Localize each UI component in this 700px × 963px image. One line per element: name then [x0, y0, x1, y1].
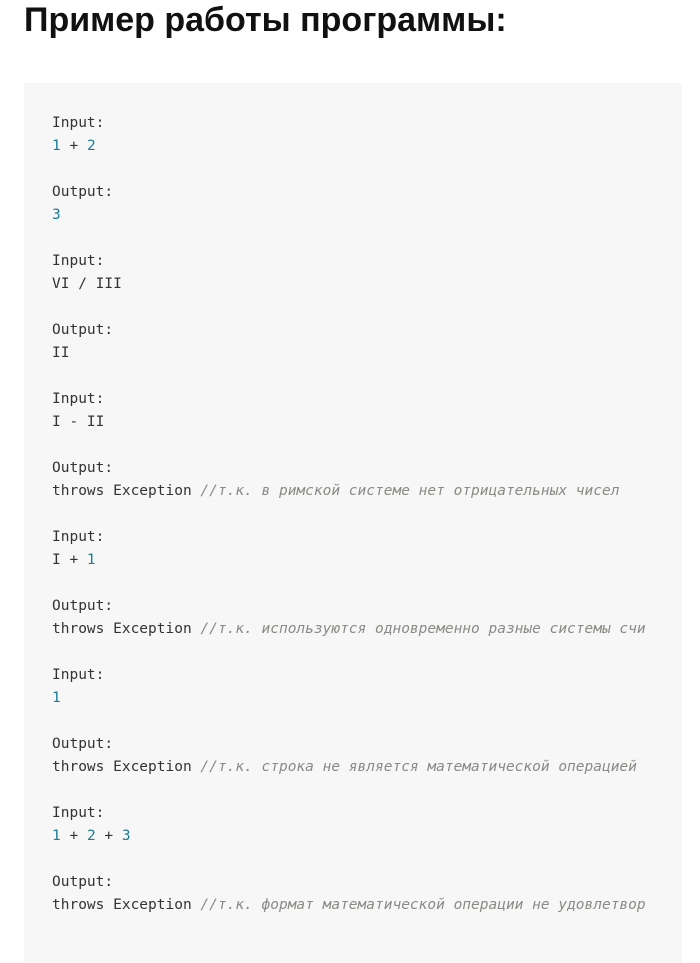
code-text: + [60, 138, 87, 154]
code-line [52, 319, 682, 342]
code-line [52, 894, 682, 917]
code-text: Output: [52, 874, 114, 890]
code-line [52, 825, 682, 848]
code-line [52, 526, 682, 549]
code-line [52, 411, 682, 434]
code-text: Input: [52, 115, 105, 131]
page-title: Пример работы программы: [24, 1, 507, 39]
code-line [52, 457, 682, 480]
code-line [52, 388, 682, 411]
code-blank-line [52, 158, 682, 181]
code-text: throws Exception [52, 621, 201, 637]
code-line [52, 250, 682, 273]
code-number: 1 [52, 828, 61, 844]
code-blank-line [52, 503, 682, 526]
code-line [52, 733, 682, 756]
code-line [52, 342, 682, 365]
code-blank-line [52, 434, 682, 457]
code-content [52, 112, 682, 917]
code-line [52, 135, 682, 158]
code-number: 3 [52, 207, 61, 223]
code-comment: //т.к. в римской системе нет отрицательных чисел [200, 483, 620, 499]
code-blank-line [52, 710, 682, 733]
code-number: 1 [86, 552, 96, 568]
code-text: Input: [52, 253, 105, 269]
code-text: Input: [52, 667, 105, 683]
code-number: 1 [52, 138, 61, 154]
code-comment: //т.к. строка не является математической операцией [200, 759, 637, 775]
code-number: 2 [86, 828, 96, 844]
code-number: 1 [52, 690, 61, 706]
code-line [52, 480, 682, 503]
code-text: Output: [52, 736, 114, 752]
code-blank-line [52, 296, 682, 319]
code-text: I - II [52, 414, 105, 430]
code-line [52, 756, 682, 779]
code-blank-line [52, 641, 682, 664]
code-blank-line [52, 365, 682, 388]
code-text: VI / III [52, 276, 122, 292]
code-line [52, 204, 682, 227]
code-line [52, 664, 682, 687]
code-line [52, 871, 682, 894]
code-text: throws Exception [52, 483, 201, 499]
code-text: I + [52, 552, 87, 568]
code-line [52, 618, 682, 641]
code-line [52, 273, 682, 296]
code-blank-line [52, 227, 682, 250]
code-line [52, 802, 682, 825]
code-comment: //т.к. формат математической операции не удовлетвор [200, 897, 646, 913]
code-line [52, 112, 682, 135]
code-text: Output: [52, 184, 114, 200]
code-text: Input: [52, 805, 105, 821]
code-blank-line [52, 848, 682, 871]
code-number: 3 [121, 828, 131, 844]
code-comment: //т.к. используются одновременно разные системы счи [200, 621, 646, 637]
code-text: II [52, 345, 70, 361]
code-line [52, 181, 682, 204]
code-text: throws Exception [52, 759, 201, 775]
code-text: Input: [52, 529, 105, 545]
code-text: Output: [52, 598, 114, 614]
code-line [52, 595, 682, 618]
code-blank-line [52, 779, 682, 802]
code-number: 2 [86, 138, 96, 154]
code-text: + [60, 828, 87, 844]
code-text: Output: [52, 322, 114, 338]
code-text: Output: [52, 460, 114, 476]
code-text: + [95, 828, 122, 844]
code-line [52, 687, 682, 710]
code-text: Input: [52, 391, 105, 407]
code-line [52, 549, 682, 572]
code-blank-line [52, 572, 682, 595]
code-block [24, 83, 682, 963]
code-text: throws Exception [52, 897, 201, 913]
